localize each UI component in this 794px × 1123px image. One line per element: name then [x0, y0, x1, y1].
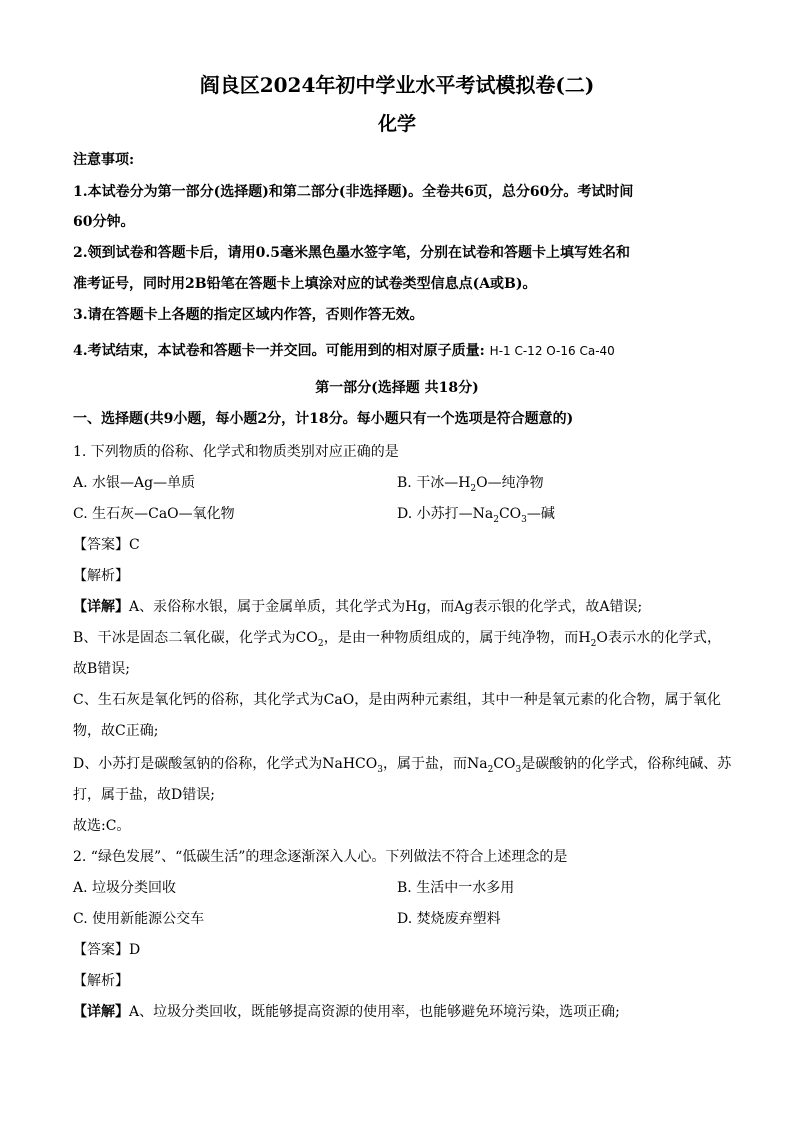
q2-option-a: A. 垃圾分类回收 [73, 880, 177, 896]
q1-detail-c-line-2: 物，故C正确; [73, 723, 159, 739]
q2-stem: 2. “绿色发展”、“低碳生活”的理念逐渐深入人心。下列做法不符合上述理念的是 [73, 849, 568, 865]
q1-detail-b-line-2: 故B错误; [73, 661, 131, 677]
q1-choice: 故选:C。 [73, 818, 131, 834]
note-1-line-2: 60分钟。 [73, 214, 135, 230]
q1-option-a: A. 水银—Ag—单质 [73, 475, 196, 491]
notes-heading: 注意事项: [73, 152, 135, 168]
q1-analysis-label: 【解析】 [73, 568, 129, 584]
q1-stem: 1. 下列物质的俗称、化学式和物质类别对应正确的是 [73, 444, 399, 460]
atomic-masses: H-1 C-12 O-16 Ca-40 [489, 344, 615, 358]
q1-detail-d-line-2: 打，属于盐，故D错误; [73, 787, 215, 803]
q1-detail-b-line-1: B、干冰是固态二氧化碳，化学式为$CO_2$，是由一种物质组成的，属于纯净物，而$H_2O$表示水的化学式， [73, 630, 721, 649]
q1-detail-d-line-1: D、小苏打是碳酸氢钠的俗称，化学式为NaHCO$_3$，属于盐，而$Na_2CO_3$是碳酸钠的化学式，俗称纯碱、苏 [73, 756, 732, 775]
q2-analysis-label: 【解析】 [73, 973, 129, 989]
q1-option-d: D. 小苏打$—Na_2CO_3—$碱 [397, 506, 555, 525]
note-4-text: 4.考试结束，本试卷和答题卡一并交回。可能用到的相对原子质量: [73, 343, 485, 359]
subject-title: 化学 [377, 113, 416, 135]
q1-answer: 【答案】C [73, 537, 140, 553]
note-2-line-2: 准考证号，同时用2B铅笔在答题卡上填涂对应的试卷类型信息点(A或B)。 [73, 276, 537, 292]
q1-detail-a: 【详解】A、汞俗称水银，属于金属单质，其化学式为Hg，而Ag表示银的化学式，故A错误; [73, 599, 643, 615]
note-1-line-1: 1.本试卷分为第一部分(选择题)和第二部分(非选择题)。全卷共6页，总分60分。考试时间 [73, 184, 634, 200]
part1-heading: 第一部分(选择题 共18分) [315, 380, 479, 396]
note-3: 3.请在答题卡上各题的指定区域内作答，否则作答无效。 [73, 307, 424, 323]
section-heading: 一、选择题(共9小题，每小题2分，计18分。每小题只有一个选项是符合题意的) [73, 411, 574, 427]
q2-option-d: D. 焚烧废弃塑料 [397, 911, 501, 927]
q1-option-b: B. 干冰$—H_2O—$纯净物 [397, 475, 544, 494]
q1-detail-c-line-1: C、生石灰是氧化钙的俗称，其化学式为CaO，是由两种元素组，其中一种是氧元素的化合物，属于氧化 [73, 692, 721, 708]
q2-detail-a: 【详解】A、垃圾分类回收，既能够提高资源的使用率，也能够避免环境污染，选项正确; [73, 1004, 620, 1020]
note-4 [73, 341, 615, 361]
q1-option-c: C. 生石灰—CaO—氧化物 [73, 506, 235, 522]
q2-answer: 【答案】D [73, 942, 141, 958]
note-2-line-1: 2.领到试卷和答题卡后，请用0.5毫米黑色墨水签字笔，分别在试卷和答题卡上填写姓名和 [73, 245, 630, 261]
q2-option-b: B. 生活中一水多用 [397, 880, 515, 896]
q2-option-c: C. 使用新能源公交车 [73, 911, 205, 927]
exam-title: 阎良区2024年初中学业水平考试模拟卷(二) [199, 73, 595, 97]
